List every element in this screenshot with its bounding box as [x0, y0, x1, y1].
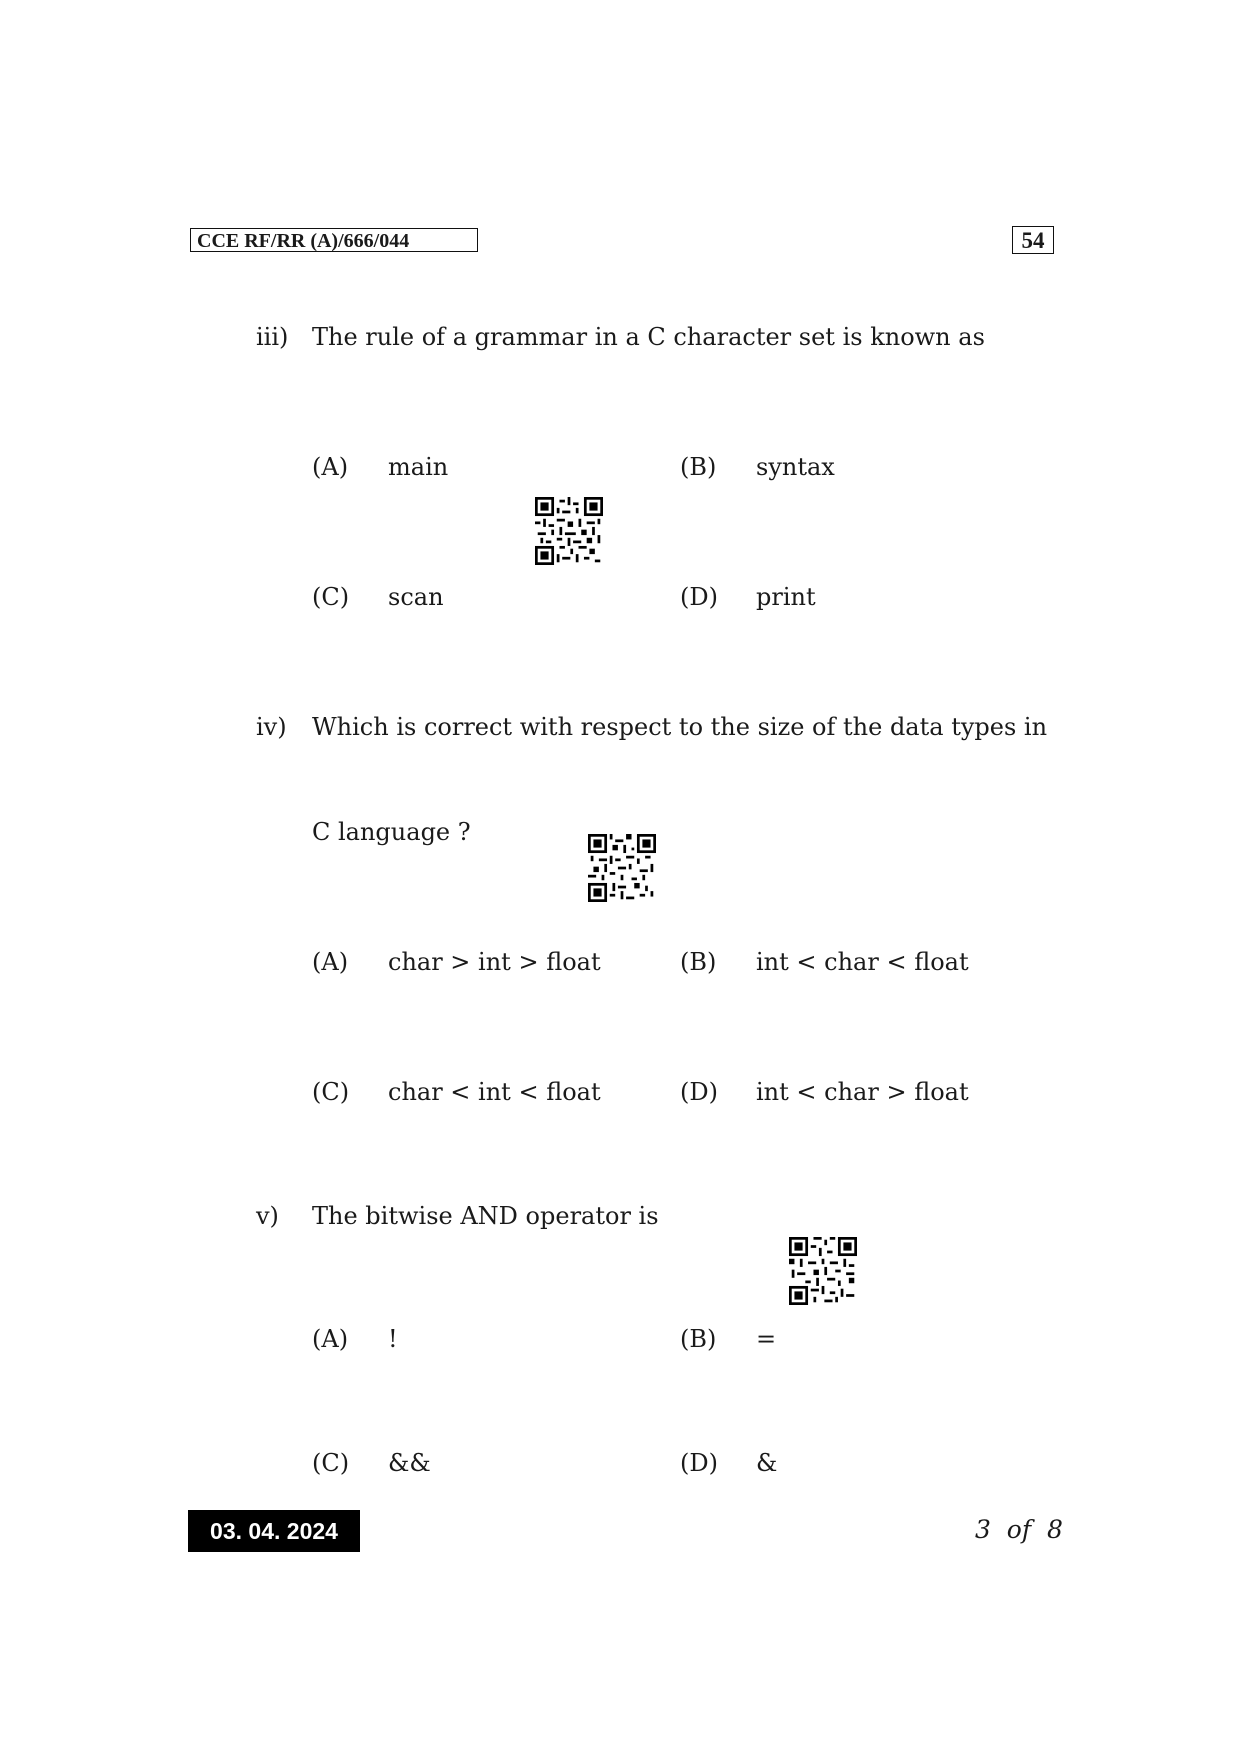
option-text: char > int > float [388, 948, 601, 976]
option-letter: (D) [680, 583, 718, 611]
question-text-continued: C language ? [312, 818, 471, 846]
question-number: v) [256, 1202, 279, 1230]
option-text: print [756, 583, 816, 611]
question-text: The bitwise AND operator is [312, 1202, 659, 1230]
option-text: syntax [756, 453, 835, 481]
option-text: && [388, 1449, 431, 1477]
option-letter: (A) [312, 948, 349, 976]
option-letter: (B) [680, 1325, 717, 1353]
option-text: int < char < float [756, 948, 969, 976]
qr-code-image [789, 1237, 857, 1305]
question-text: The rule of a grammar in a C character set is known as [312, 323, 985, 351]
option-letter: (D) [680, 1078, 718, 1106]
qr-code-image [535, 497, 603, 565]
paper-code: CCE RF/RR (A)/666/044 [190, 228, 478, 252]
qr-code-image [588, 834, 656, 902]
option-letter: (D) [680, 1449, 718, 1477]
option-letter: (C) [312, 583, 350, 611]
question-text: Which is correct with respect to the size of the data types in [312, 713, 1048, 741]
option-text: main [388, 453, 449, 481]
option-letter: (A) [312, 1325, 349, 1353]
option-letter: (A) [312, 453, 349, 481]
option-text: ! [388, 1325, 398, 1353]
option-text: scan [388, 583, 444, 611]
option-text: int < char > float [756, 1078, 969, 1106]
option-letter: (C) [312, 1078, 350, 1106]
option-text: & [756, 1449, 778, 1477]
paper-number: 54 [1012, 226, 1054, 254]
option-text: = [756, 1325, 777, 1353]
option-text: char < int < float [388, 1078, 601, 1106]
question-number: iv) [256, 713, 287, 741]
question-number: iii) [256, 323, 289, 351]
option-letter: (C) [312, 1449, 350, 1477]
page-indicator: 3 of 8 [975, 1515, 1063, 1544]
exam-date-badge: 03. 04. 2024 [188, 1510, 360, 1552]
option-letter: (B) [680, 948, 717, 976]
option-letter: (B) [680, 453, 717, 481]
